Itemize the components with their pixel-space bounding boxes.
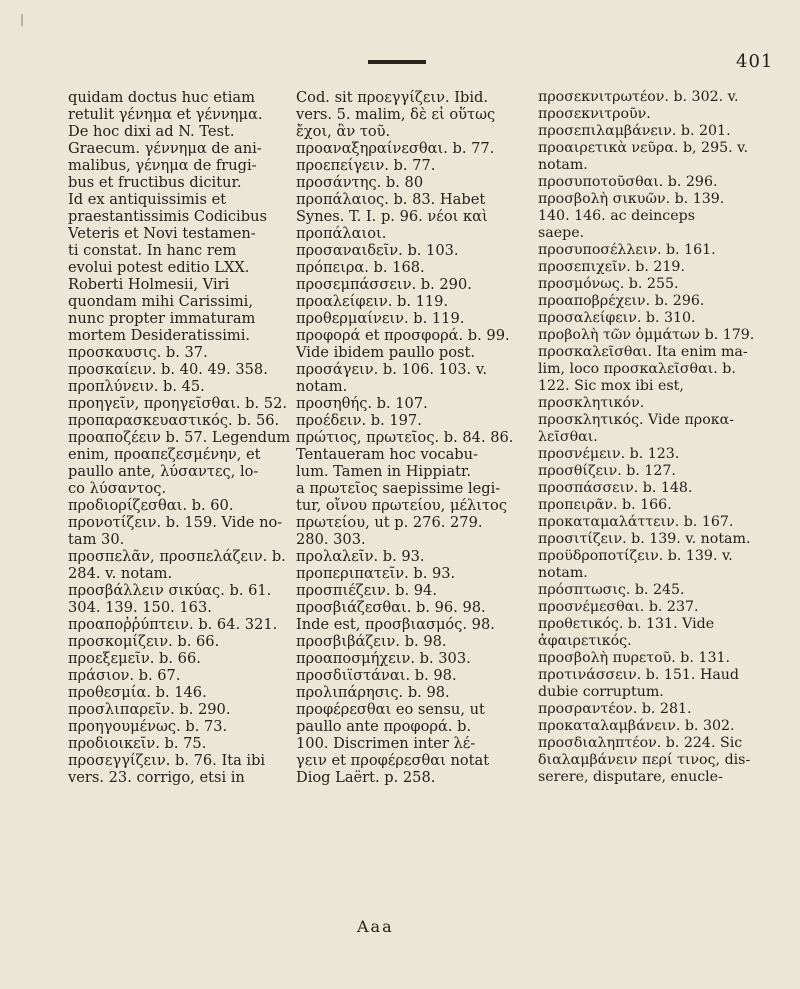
text-line: paullo ante προφορά. b.	[296, 718, 472, 735]
text-line: προσπάσσειν. b. 148.	[538, 480, 693, 496]
text-line: πράσιον. b. 67.	[68, 667, 181, 684]
text-line: προσεπιχεῖν. b. 219.	[538, 259, 685, 275]
text-line: προδιοικεῖν. b. 75.	[68, 735, 207, 752]
text-line: lim, loco προσκαλεῖσθαι. b.	[538, 361, 736, 377]
text-line: προσαλείφειν. b. 310.	[538, 310, 696, 326]
text-line: προσκομίζειν. b. 66.	[68, 633, 220, 650]
text-line: προσιτίζειν. b. 139. v. notam.	[538, 531, 751, 547]
text-line: προκαταμαλάττειν. b. 167.	[538, 514, 734, 530]
text-line: ti constat. In hanc rem	[68, 242, 237, 259]
text-line: προσκαυσις. b. 37.	[68, 344, 208, 361]
text-line: προηγεῖν, προηγεῖσθαι. b. 52.	[68, 395, 287, 412]
text-line: vers. 5. malim, δὲ εἰ οὕτως	[296, 106, 496, 123]
text-line: προσβιάζεσθαι. b. 96. 98.	[296, 599, 486, 616]
text-line: προσυποσέλλειν. b. 161.	[538, 242, 716, 258]
text-line: προσκλητικός. Vide προκα-	[538, 412, 735, 428]
text-line: nunc propter immaturam	[68, 310, 256, 327]
text-line: προεπείγειν. b. 77.	[296, 157, 436, 174]
text-line: προπειρᾶν. b. 166.	[538, 497, 672, 513]
text-line: προσυποτοῦσθαι. b. 296.	[538, 174, 718, 190]
text-line: quidam doctus huc etiam	[68, 89, 255, 106]
text-line: Id ex antiquissimis et	[68, 191, 227, 208]
text-line: serere, disputare, enucle-	[538, 769, 723, 785]
text-line: προεξεμεῖν. b. 66.	[68, 650, 201, 667]
text-line: dubie corruptum.	[538, 684, 664, 700]
text-line: προσνέμειν. b. 123.	[538, 446, 680, 462]
text-line: ἔχοι, ἂν τοῦ.	[296, 123, 391, 140]
text-line: προσδιϊστάναι. b. 98.	[296, 667, 457, 684]
text-line: προσπελᾶν, προσπελάζειν. b.	[68, 548, 286, 565]
text-line: 280. 303.	[296, 531, 366, 548]
text-line: προσεκνιτρωτέον. b. 302. v.	[538, 89, 739, 105]
text-line: προσάγειν. b. 106. 103. v.	[296, 361, 487, 378]
text-line: Veteris et Novi testamen-	[68, 225, 256, 242]
text-line: γειν et προφέρεσθαι notat	[296, 752, 490, 769]
text-line: 100. Discrimen inter λέ-	[296, 735, 476, 752]
text-line: προσκαλεῖσθαι. Ita enim ma-	[538, 344, 748, 360]
text-line: προπλύνειν. b. 45.	[68, 378, 205, 395]
text-line: Vide ibidem paullo post.	[296, 344, 476, 361]
text-line: προσπιέζειν. b. 94.	[296, 582, 437, 599]
text-line: προσδιαληπτέον. b. 224. Sic	[538, 735, 743, 751]
text-line: προλαλεῖν. b. 93.	[296, 548, 425, 565]
text-line: προσθίζειν. b. 127.	[538, 463, 676, 479]
text-line: προπάλαιος. b. 83. Habet	[296, 191, 486, 208]
edge-mark: |	[20, 12, 25, 26]
text-line: προαιρετικὰ νεῦρα. b, 295. v.	[538, 140, 748, 156]
text-line: vers. 23. corrigo, etsi in	[68, 769, 245, 786]
text-line: προσκλητικόν.	[538, 395, 645, 411]
text-line: προσάντης. b. 80	[296, 174, 424, 191]
text-line: προπεριπατεῖν. b. 93.	[296, 565, 456, 582]
text-line: λεῖσθαι.	[538, 429, 598, 445]
text-line: πρώτιος, πρωτεῖος. b. 84. 86.	[296, 429, 514, 446]
text-line: πρωτείου, ut p. 276. 279.	[296, 514, 483, 531]
text-line: Synes. T. I. p. 96. νέοι καὶ	[296, 208, 488, 225]
text-line: προσλιπαρεῖν. b. 290.	[68, 701, 231, 718]
text-line: προσβάλλειν σικύας. b. 61.	[68, 582, 272, 599]
text-line: saepe.	[538, 225, 585, 241]
text-line: evolui potest editio LXX.	[68, 259, 250, 276]
text-line: προαναξηραίνεσθαι. b. 77.	[296, 140, 495, 157]
text-line: προβολὴ τῶν ὀμμάτων b. 179.	[538, 327, 755, 343]
text-line: προϋδροποτίζειν. b. 139. v.	[538, 548, 733, 564]
text-line: προτινάσσειν. b. 151. Haud	[538, 667, 740, 683]
text-line: Diog Laërt. p. 258.	[296, 769, 436, 786]
text-line: προφορά et προσφορά. b. 99.	[296, 327, 510, 344]
text-line: προσκαίειν. b. 40. 49. 358.	[68, 361, 268, 378]
text-line: ἀφαιρετικός.	[538, 633, 632, 649]
text-line: προσεκνιτροῦν.	[538, 106, 651, 122]
page-number: 401	[736, 51, 774, 72]
text-line: bus et fructibus dicitur.	[68, 174, 242, 191]
text-line: mortem Desideratissimi.	[68, 327, 251, 344]
text-line: De hoc dixi ad N. Test.	[68, 123, 235, 140]
text-line: retulit γένημα et γέννημα.	[68, 106, 263, 123]
column-2	[296, 89, 516, 786]
text-line: προσνέμεσθαι. b. 237.	[538, 599, 699, 615]
text-line: Tentaueram hoc vocabu-	[296, 446, 478, 463]
text-line: quondam mihi Carissimi,	[68, 293, 253, 310]
text-line: tam 30.	[68, 531, 125, 548]
text-line: Graecum. γέννημα de ani-	[68, 140, 262, 157]
text-line: praestantissimis Codicibus	[68, 208, 267, 225]
text-line: enim, προαπεζεσμένην, et	[68, 446, 261, 463]
text-line: προθερμαίνειν. b. 119.	[296, 310, 465, 327]
text-line: προκαταλαμβάνειν. b. 302.	[538, 718, 735, 734]
text-line: προθετικός. b. 131. Vide	[538, 616, 715, 632]
text-line: προαλείφειν. b. 119.	[296, 293, 449, 310]
text-line: πρόπειρα. b. 168.	[296, 259, 425, 276]
text-line: Roberti Holmesii, Viri	[68, 276, 230, 293]
text-line: προλιπάρησις. b. 98.	[296, 684, 450, 701]
text-line: προσβολὴ πυρετοῦ. b. 131.	[538, 650, 731, 666]
text-line: προσεπιλαμβάνειν. b. 201.	[538, 123, 731, 139]
text-line: προνοτίζειν. b. 159. Vide no-	[68, 514, 283, 531]
text-line: προσβιβάζειν. b. 98.	[296, 633, 447, 650]
column-3	[538, 89, 778, 786]
text-line: προσραντέον. b. 281.	[538, 701, 692, 717]
text-line: notam.	[538, 157, 588, 173]
text-line: προσηθής. b. 107.	[296, 395, 428, 412]
text-line: προαποῤῥύπτειν. b. 64. 321.	[68, 616, 278, 633]
text-line: paullo ante, λύσαντες, lo-	[68, 463, 259, 480]
text-line: προδιορίζεσθαι. b. 60.	[68, 497, 234, 514]
text-line: προσμόνως. b. 255.	[538, 276, 679, 292]
text-line: 284. v. notam.	[68, 565, 173, 582]
text-line: προσβολὴ σικυῶν. b. 139.	[538, 191, 725, 207]
text-line: προαποβρέχειν. b. 296.	[538, 293, 705, 309]
text-line: προαποσμήχειν. b. 303.	[296, 650, 471, 667]
text-line: προαποζέειν b. 57. Legendum	[68, 429, 290, 446]
text-line: malibus, γένημα de frugi-	[68, 157, 257, 174]
text-line: co λύσαντος.	[68, 480, 167, 497]
text-line: προσεμπάσσειν. b. 290.	[296, 276, 472, 293]
text-line: πρόσπτωσις. b. 245.	[538, 582, 685, 598]
signature-mark: Aaa	[357, 917, 394, 936]
text-line: προπάλαιοι.	[296, 225, 387, 242]
text-line: προσαναιδεῖν. b. 103.	[296, 242, 459, 259]
text-line: προηγουμένως. b. 73.	[68, 718, 228, 735]
text-line: a πρωτεῖος saepissime legi-	[296, 480, 501, 497]
column-1	[68, 89, 290, 786]
text-line: προπαρασκευαστικός. b. 56.	[68, 412, 280, 429]
text-line: 140. 146. ac deinceps	[538, 208, 695, 224]
header-rule	[368, 60, 426, 64]
text-line: tur, οἴνου πρωτείου, μέλιτος	[296, 497, 508, 514]
text-line: notam.	[538, 565, 588, 581]
text-line: Cod. sit προεγγίζειν. Ibid.	[296, 89, 489, 106]
text-line: προέδειν. b. 197.	[296, 412, 422, 429]
text-line: 122. Sic mox ibi est,	[538, 378, 684, 394]
text-line: Inde est, προσβιασμός. 98.	[296, 616, 495, 633]
text-line: προσεγγίζειν. b. 76. Ita ibi	[68, 752, 266, 769]
text-line: lum. Tamen in Hippiatr.	[296, 463, 472, 480]
text-line: 304. 139. 150. 163.	[68, 599, 212, 616]
text-line: προθεσμία. b. 146.	[68, 684, 207, 701]
text-line: notam.	[296, 378, 348, 395]
text-line: διαλαμβάνειν περί τινος, dis-	[538, 752, 751, 768]
text-line: προφέρεσθαι eo sensu, ut	[296, 701, 485, 718]
